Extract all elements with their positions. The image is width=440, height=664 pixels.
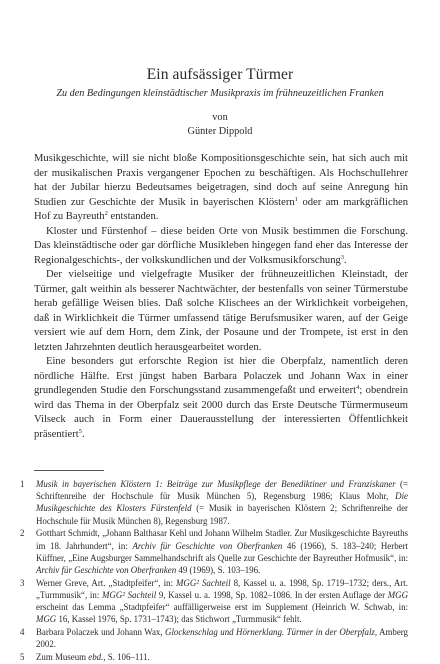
footnote-ref-3[interactable]: 3 [340,253,345,261]
footnote-ref-5[interactable]: 5 [78,427,82,435]
footnote-italic-text: Musik in bayerischen Klöstern 1: Beiträge zur Musikpflege der Benediktiner und Franziskaner [36,479,396,489]
footnote-italic-text: ebd. [88,651,104,662]
footnote-number: 2 [20,528,25,539]
footnote-number: 5 [20,651,25,662]
footnote-italic-text: MGG [387,589,408,600]
footnote-text [36,626,408,650]
footnote-divider [34,470,104,471]
footnote-ref-4[interactable]: 4 [356,384,360,391]
paragraph-text: . [81,428,85,440]
footnote-text [36,527,408,576]
paragraph-text: . [344,254,347,266]
footnote-plain-text: Werner Greve, Art. „Stadtpfeifer“, in: [36,577,177,588]
footnote-3 [20,577,408,626]
footnote-ref-1[interactable]: 1 [294,195,298,203]
paragraph-text: Eine besonders gut erforschte Region ist hier die Oberpfalz, namentlich deren nördliche Hälfte. Erst jüngst haben Barbara Polaczek und Johann Wax in einer grundlegenden Studie den Forschungsstand zusammengefaßt und erweitert [34,356,408,396]
paragraph-1 [34,152,408,225]
paragraph-text: Musikgeschichte, will sie nicht bloße Kompositionsgeschichte sein, hat sich auch mit der musikalischen Praxis vergangener Epochen zu beschäftigen. Als Hochschullehrer hat der Jubilar hierzu Bedeutsames beigetragen, sind doch auf seine Anregung hin Studien zur Geschichte der Musik in bayerischen Klöstern [34,153,408,208]
footnote-number: 3 [20,577,25,588]
paragraph-text: Der vielseitige und vielgefragte Musiker der frühneuzeitlichen Kleinstadt, der Türmer, galt weithin als besserer Nachtwächter, der bestenfalls von seiner Türmerstube herab gefällige Weisen blies. Daß solche Klischees an der Wirklichkeit vorbeigehen, daß in Wirklichkeit die Türmer umfassend tätige Berufsmusiker waren, auf der Geige versiert wie auf dem Horn, dem Zink, der Posaune und der Trompete, ist erst in den letzten Jahrzehnten deutlich herausgearbeitet worden. [34,269,408,353]
footnote-ref-2[interactable]: 2 [104,210,108,217]
footnote-plain-text: Barbara Polaczek und Johann Wax, [36,626,166,637]
footnote-plain-text: (= Schriftenreihe der Hochschule für Musik München 5), Regensburg 1986; Klaus Mohr, [36,479,408,502]
footnote-plain-text: (= Musik in bayerischen Klöstern 2; Schriftenreihe der Hochschule für Musik München 8), Regensburg 1987. [36,503,408,526]
footnote-text [36,577,408,626]
footnote-number: 1 [20,479,25,489]
article-subtitle: Zu den Bedingungen kleinstädtischer Musikpraxis im frühneuzeitlichen Franken [56,88,384,99]
footnote-plain-text: , Amberg 2002. [36,626,408,650]
paragraph-4 [34,355,408,442]
footnote-italic-text: Glockenschlag und Hörnerklang. Türmer in der Oberpfalz [165,626,375,637]
article-title: Ein aufsässiger Türmer [146,66,294,83]
footnote-4 [20,626,408,650]
footnote-italic-text: MGG [36,614,57,625]
footnote-italic-text: Archiv für Geschichte von Oberfranken [132,540,283,551]
footnote-plain-text: 49 (1969), S. 103–196. [176,564,261,575]
footnote-text [36,651,408,663]
footnote-italic-text: Die Musikgeschichte des Klosters Fürstenfeld [36,491,408,514]
by-line: von [212,112,228,123]
body-text [34,152,408,442]
footnote-plain-text: 9, Kassel u. a. 1998, Sp. 1082–1086. In der ersten Auflage der [156,589,388,600]
paragraph-text: oder am markgräflichen Hof zu Bayreuth [34,196,408,222]
paragraph-text: Kloster und Fürstenhof – diese beiden Orte von Musik bestimmen die Forschung. Das kleinstädtische oder gar dörfliche Musikleben hingegen fand eher das Interesse der Regionalgeschichts-, der volkskundlichen und der Volksmusikforschung [34,225,408,266]
footnote-5 [20,651,408,663]
footnote-italic-text: MGG² Sachteil [176,577,231,588]
footnote-plain-text: Zum Museum [36,651,89,662]
footnote-plain-text: erscheint das Lemma „Stadtpfeifer“ auffälligerweise erst im Supplement (Heinrich W. Schwab, in: [36,602,408,613]
footnote-plain-text: 8, Kassel u. a. 1998, Sp. 1719–1732; ders., Art. „Turmmusik“, in: [36,577,408,600]
paragraph-3 [34,268,408,355]
footnote-number: 4 [20,626,25,637]
footnote-plain-text: Gotthart Schmidt, „Johann Balthasar Kehl und Johann Wilhelm Stadler. Zur Musikgeschichte Bayreuths im 18. Jahrhundert“, in: [36,528,408,551]
footnote-plain-text: 46 (1966), S. 183–240; Herbert Küffner, „Eine Augsburger Sammelhandschrift als Quelle zur Geschichte der Bayreuther Hofmusik“, in: [36,540,408,563]
footnote-2 [20,527,408,576]
footnote-italic-text: MGG² Sachteil [102,589,157,600]
footnote-1 [20,478,408,527]
paragraph-text: entstanden. [107,211,159,222]
author-name: Günter Dippold [187,126,253,137]
footnote-italic-text: Archiv für Geschichte von Oberfranken [36,564,177,575]
footnote-plain-text: , S. 106–111. [103,651,150,662]
paragraph-2 [34,225,408,269]
footnote-text [36,478,408,527]
footnotes [20,478,408,664]
paragraph-text: ; obendrein wird das Thema in der Oberpfalz seit 2000 durch das Erste Deutsche Türmermuseum Vilseck auch in Form einer Dauerausstellung der interessierten Öffentlichkeit präsentiert [34,385,409,440]
footnote-plain-text: 16, Kassel 1976, Sp. 1731–1743); das Stichwort „Turmmusik“ fehlt. [56,614,302,625]
